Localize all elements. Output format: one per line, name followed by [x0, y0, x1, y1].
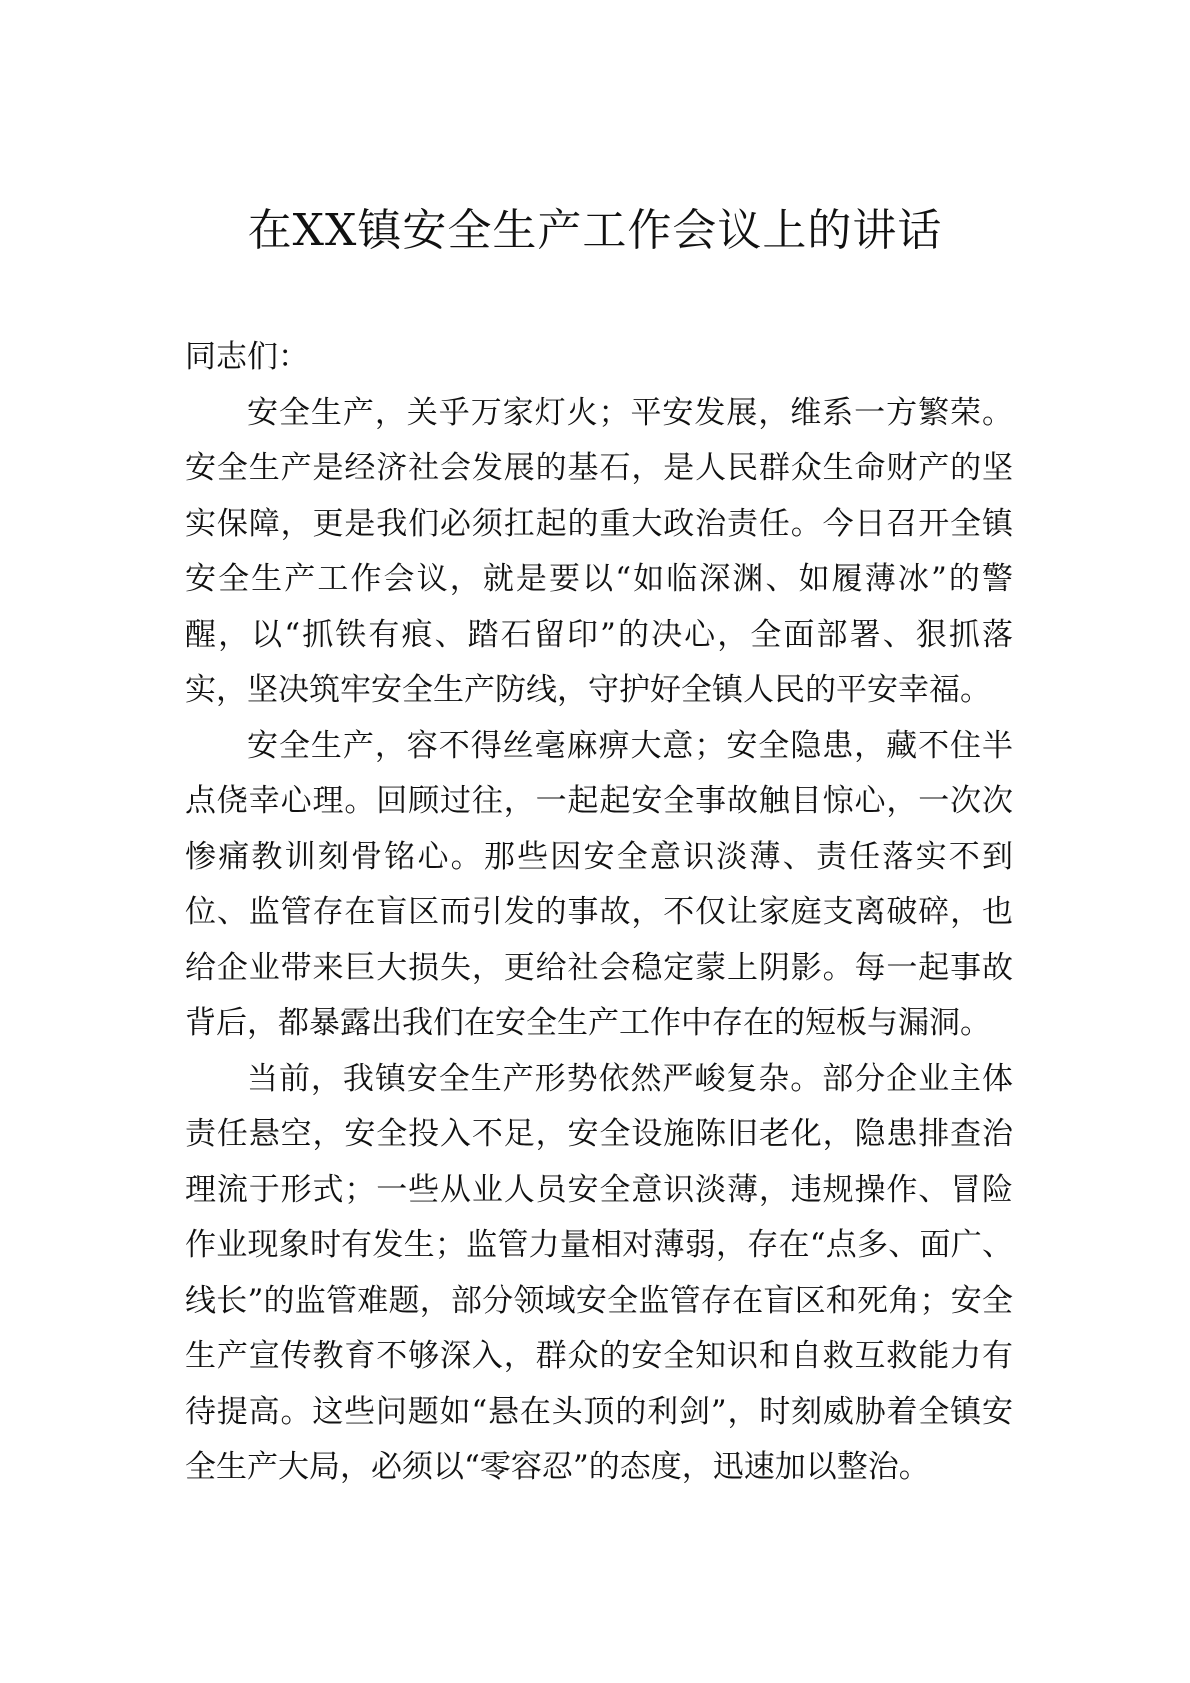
document-body: [185, 330, 1013, 1496]
paragraph-2: 安全生产，容不得丝毫麻痹大意；安全隐患，藏不住半点侥幸心理。回顾过往，一起起安全事故触目惊心，一次次惨痛教训刻骨铭心。那些因安全意识淡薄、责任落实不到位、监管存在盲区而引发的事故，不仅让家庭支离破碎，也给企业带来巨大损失，更给社会稳定蒙上阴影。每一起事故背后，都暴露出我们在安全生产工作中存在的短板与漏洞。: [185, 727, 1013, 1041]
salutation: 同志们：: [185, 339, 309, 375]
document-title: 在XX镇安全生产工作会议上的讲话: [247, 205, 943, 256]
paragraph-3: 当前，我镇安全生产形势依然严峻复杂。部分企业主体责任悬空，安全投入不足，安全设施陈旧老化，隐患排查治理流于形式；一些从业人员安全意识淡薄，违规操作、冒险作业现象时有发生；监管力量相对薄弱，存在“点多、面广、线长”的监管难题，部分领域安全监管存在盲区和死角；安全生产宣传教育不够深入，群众的安全知识和自救互救能力有待提高。这些问题如“悬在头顶的利剑”，时刻威胁着全镇安全生产大局，必须以“零容忍”的态度，迅速加以整治。: [185, 1060, 1013, 1485]
paragraph-1: 安全生产，关乎万家灯火；平安发展，维系一方繁荣。安全生产是经济社会发展的基石，是人民群众生命财产的坚实保障，更是我们必须扛起的重大政治责任。今日召开全镇安全生产工作会议，就是要以“如临深渊、如履薄冰”的警醒，以“抓铁有痕、踏石留印”的决心，全面部署、狠抓落实，坚决筑牢安全生产防线，守护好全镇人民的平安幸福。: [185, 394, 1013, 708]
